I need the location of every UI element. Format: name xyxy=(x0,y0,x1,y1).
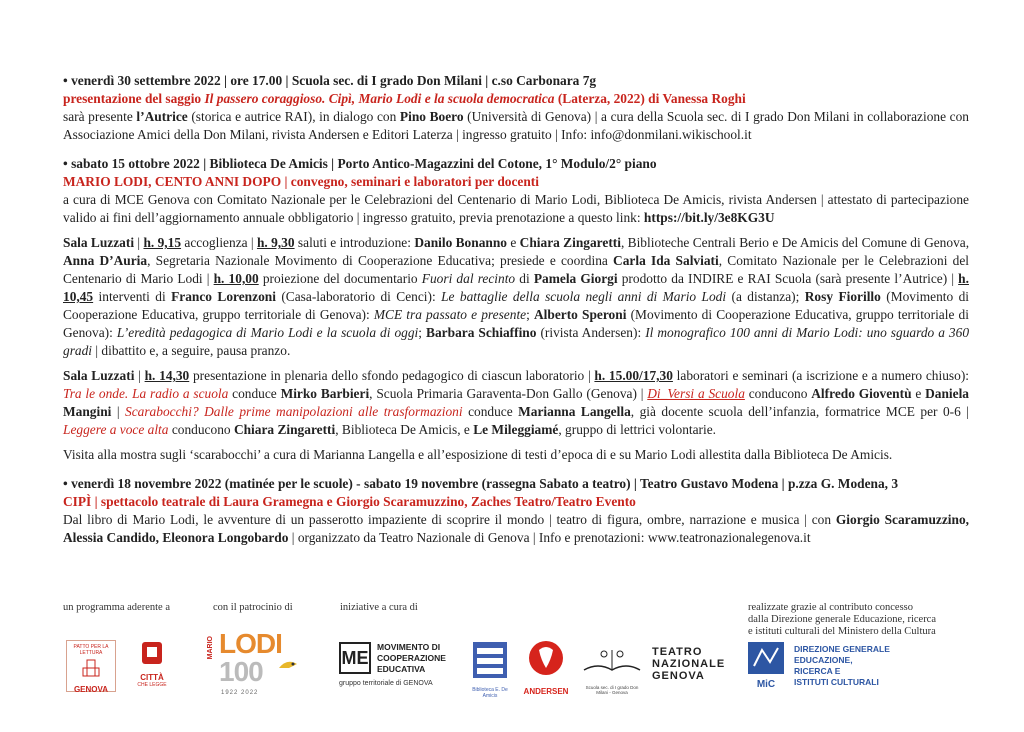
logo-text: MARIO xyxy=(207,636,214,660)
speaker: Rosy Fiorillo xyxy=(804,289,881,304)
workshop-title: Scarabocchi? Dalle prime manipolazioni alle trasformazioni xyxy=(125,404,463,419)
event-3 xyxy=(63,475,969,547)
text: accoglienza | xyxy=(181,235,257,250)
speaker: Anna D’Auria xyxy=(63,253,148,268)
talk-title: Il monografico 100 anni di Mario Lodi: uno sguardo a 360 gradi xyxy=(63,325,970,358)
event-3-date-place: venerdì 18 novembre 2022 (matinée per le scuole) - sabato 19 novembre (rassegna Sabato a teatro) | Teatro Gustavo Modena | p.zza G. Modena, 3 xyxy=(71,476,899,491)
direzione-generale-logo xyxy=(794,644,890,688)
text: | xyxy=(111,404,126,419)
label-program: un programma aderente a xyxy=(63,602,170,613)
event-2 xyxy=(63,155,969,464)
text: , Biblioteche Centrali Berio e De Amicis del Comune di Genova, xyxy=(620,235,970,250)
logo-text: EDUCAZIONE, xyxy=(794,655,853,665)
registration-link[interactable]: https://bit.ly/3e8KG3U xyxy=(643,210,775,225)
exhibition-note: Visita alla mostra sugli ‘scarabocchi’ a cura di Marianna Langella e all’esposizione di testi d’epoca di e su Mario Lodi allestita dalla Biblioteca De Amicis. xyxy=(63,447,893,462)
event-1-description xyxy=(63,108,969,144)
text: conduce xyxy=(228,386,281,401)
event-3-title: CIPÌ | spettacolo teatrale di Laura Gramegna e Giorgio Scaramuzzino, Zaches Teatro/Teatro Evento xyxy=(63,494,636,509)
event-2-description xyxy=(63,191,969,227)
label-funded xyxy=(748,602,936,638)
text: (Movimento di Cooperazione Educativa, gruppo territoriale di Genova): xyxy=(63,307,969,340)
event-2-title: MARIO LODI, CENTO ANNI DOPO | convegno, seminari e laboratori per docenti xyxy=(63,174,539,189)
logo-text: Biblioteca E. De Amicis xyxy=(472,687,508,699)
speaker: Pamela Giorgi xyxy=(533,271,618,286)
event-2-header: • sabato 15 ottobre 2022 | Biblioteca De Amicis | Porto Antico-Magazzini del Cotone, 1° Modulo/2° piano xyxy=(63,156,657,171)
talk-title: L’eredità pedagogica di Mario Lodi e la scuola di oggi xyxy=(116,325,419,340)
text: (storica e autrice RAI), in dialogo con xyxy=(187,109,400,124)
text: (Movimento di Cooperazione Educativa, gruppo territoriale di Genova): xyxy=(63,289,970,322)
text: ; xyxy=(526,307,534,322)
event-3-description xyxy=(63,511,969,547)
bullet: • xyxy=(63,73,68,88)
book-title: Il passero coraggioso. Cipì, Mario Lodi e la scuola democratica xyxy=(204,91,555,106)
footer-logos xyxy=(0,598,1024,732)
text: a cura di MCE Genova con Comitato Nazionale per le Celebrazioni del Centenario di Mario Lodi, Biblioteca De Amicis, rivista Andersen | attestato di partecipazione valido ai fini dell’aggiornamento annuale obbligatorio | ingresso gratuito, previa prenotazione a questo link: xyxy=(63,192,969,225)
event-2-place: Biblioteca De Amicis xyxy=(209,156,328,171)
text: presentazione in plenaria dello sfondo pedagogico di ciascun laboratorio | xyxy=(189,368,595,383)
mce-mark-icon: ME xyxy=(339,642,371,674)
speaker: Chiara Zingaretti xyxy=(233,422,336,437)
text: , già docente scuola dell’infanzia, formatrice MCE per 0-6 | xyxy=(630,404,969,419)
speaker: Daniela Mangini xyxy=(63,386,970,419)
film-title: Fuori dal recinto xyxy=(421,271,516,286)
text: Dal libro di Mario Lodi, le avventure di un passerotto impaziente di scoprire il mondo | teatro di figura, ombre, narrazione e musica | con xyxy=(63,512,836,527)
time: h. 14,30 xyxy=(144,368,190,383)
citta-che-legge-logo xyxy=(132,640,172,690)
author: l’Autrice xyxy=(136,109,188,124)
talk-title: MCE tra passato e presente xyxy=(373,307,527,322)
event-1-place: Scuola sec. di I grado Don Milani xyxy=(291,73,482,88)
text: , gruppo di lettrici volontarie. xyxy=(558,422,717,437)
time: h. 10,45 xyxy=(63,271,969,304)
title: MARIO LODI, CENTO ANNI DOPO xyxy=(63,174,282,189)
event-1-title xyxy=(63,90,969,108)
event-1-header: • venerdì 30 settembre 2022 | ore 17.00 | Scuola sec. di I grado Don Milani | c.so Carbonara 7g xyxy=(63,73,597,88)
event-2-morning: Sala Luzzati | h. 9,15 accoglienza | h. 9,30 saluti e introduzione: Danilo Bonanno e Chiara Zingaretti, Biblioteche Centrali Berio e De Amicis del Comune di Genova, Anna D’Auria, Segretaria Nazionale Movimento di Cooperazione Educativa; presiede e coordina Carla Ida Salviati, Comitato Nazionale per le Celebrazioni del Centenario di Mario Lodi | h. 10,00 proiezione del documentario Fuori dal recinto di Pamela Giorgi prodotto da INDIRE e RAI Scuola (sarà presente l’Autrice) | h. 10,45 interventi di Franco Lorenzoni (Casa-laboratorio di Cenci): Le battaglie della scuola negli anni di Mario Lodi (a distanza); Rosy Fiorillo (Movimento di Cooperazione Educativa, gruppo territoriale di Genova): MCE tra passato e presente; Alberto Speroni (Movimento di Cooperazione Educativa, gruppo territoriale di Genova): L’eredità pedagogica di Mario Lodi e la scuola di oggi; Barbara Schiaffino (rivista Andersen): Il monografico 100 anni di Mario Lodi: uno sguardo a 360 gradi | dibattito e, a seguire, pausa pranzo. xyxy=(63,235,970,358)
bird-icon xyxy=(277,658,299,676)
text: proiezione del documentario xyxy=(258,271,422,286)
logo-text: RICERCA E xyxy=(794,666,841,676)
text: (Università di Genova) | a cura della Scuola sec. di I grado Don Milani in collaborazione con Associazione Amici della Don Milani, rivista Andersen e Editori Laterza | ingresso gratuito | Info: info@donmilani.wikischool.it xyxy=(63,109,969,142)
event-1-time: ore 17.00 xyxy=(230,73,283,88)
label-line: realizzate grazie al contributo concesso xyxy=(748,602,913,613)
mic-logo xyxy=(748,642,784,692)
text: | organizzato da Teatro Nazionale di Genova | Info e prenotazioni: www.teatronazionalegenova.it xyxy=(288,530,811,545)
mic-emblem-icon xyxy=(748,642,784,674)
logo-text: GENOVA xyxy=(652,670,705,682)
room: Sala Luzzati xyxy=(63,368,135,383)
event-2-address: Porto Antico-Magazzini del Cotone, 1° Modulo/2° piano xyxy=(337,156,657,171)
logo-text: 1922 2022 xyxy=(221,690,259,696)
speaker: Le Mileggiamé xyxy=(473,422,559,437)
logo-text: PATTO PER LA LETTURA xyxy=(73,644,109,656)
text: interventi di xyxy=(93,289,172,304)
teatro-nazionale-genova-logo xyxy=(652,646,726,686)
bullet: • xyxy=(63,156,68,171)
speaker: Danilo Bonanno xyxy=(414,235,507,250)
logo-text: MiC xyxy=(756,679,776,690)
talk-title: Le battaglie della scuola negli anni di Mario Lodi xyxy=(441,289,727,304)
workshop-title: Tra le onde. La radio a scuola xyxy=(63,386,229,401)
speaker: Chiara Zingaretti xyxy=(519,235,621,250)
text: conducono xyxy=(168,422,234,437)
logo-text: 100 xyxy=(219,656,263,687)
subtitle: convegno, seminari e laboratori per docenti xyxy=(290,174,539,189)
label-line: dalla Direzione generale Educazione, ricerca xyxy=(748,614,937,625)
city-book-icon xyxy=(132,640,172,668)
logo-text: EDUCATIVA xyxy=(377,664,426,674)
time: h. 9,15 xyxy=(143,235,182,250)
title-prefix: presentazione del saggio xyxy=(63,91,205,106)
bullet: • xyxy=(63,476,68,491)
speaker: Alfredo Gioventù xyxy=(811,386,912,401)
cast: Giorgio Scaramuzzino, Alessia Candido, Eleonora Longobardo xyxy=(63,512,969,545)
speaker: Franco Lorenzoni xyxy=(171,289,276,304)
text: , Scuola Primaria Garaventa-Don Gallo (Genova) | xyxy=(369,386,648,401)
text: conducono xyxy=(744,386,812,401)
event-1-address: c.so Carbonara 7g xyxy=(491,73,597,88)
logo-text: DIREZIONE GENERALE xyxy=(794,644,890,654)
tower-icon xyxy=(67,656,115,680)
logo-text: GENOVA xyxy=(73,685,109,694)
speaker: Marianna Langella xyxy=(518,404,631,419)
andersen-face-icon xyxy=(521,638,571,682)
workshop-title: Di_Versi a Scuola xyxy=(647,386,745,401)
scuola-don-milani-logo xyxy=(580,640,644,695)
text: , Segretaria Nazionale Movimento di Cooperazione Educativa; presiede e coordina xyxy=(147,253,614,268)
speaker: Carla Ida Salviati xyxy=(613,253,719,268)
logo-text: NAZIONALE xyxy=(652,658,726,670)
logo-text: CITTÀ xyxy=(140,673,164,682)
text: (rivista Andersen): xyxy=(536,325,646,340)
logo-text: LODI xyxy=(219,628,282,659)
speaker: Barbara Schiaffino xyxy=(426,325,537,340)
room: Sala Luzzati xyxy=(63,235,135,250)
logo-text: MOVIMENTO DI xyxy=(377,642,441,652)
text: (a distanza); xyxy=(726,289,805,304)
text: di xyxy=(515,271,534,286)
text: , Comitato Nazionale per le Celebrazioni del Centenario di Mario Lodi | xyxy=(63,253,969,286)
program-content xyxy=(63,72,969,558)
text: | dibattito e, a seguire, pausa pranzo. xyxy=(92,343,291,358)
workshop-title: Leggere a voce alta xyxy=(63,422,169,437)
text: , Biblioteca De Amicis, e xyxy=(335,422,474,437)
text: sarà presente xyxy=(63,109,137,124)
label-organized: iniziative a cura di xyxy=(340,602,418,613)
event-1-date: venerdì 30 settembre 2022 xyxy=(71,73,221,88)
time: h. 10,00 xyxy=(213,271,259,286)
event-2-date: sabato 15 ottobre 2022 xyxy=(71,156,200,171)
mce-logo xyxy=(339,642,459,694)
text: e xyxy=(911,386,926,401)
speaker: Pino Boero xyxy=(399,109,464,124)
text: prodotto da INDIRE e RAI Scuola (sarà presente l’Autrice) | xyxy=(617,271,959,286)
logo-text: Scuola sec. di I grado Don Milani - Genova xyxy=(585,685,639,695)
speaker: Mirko Barbieri xyxy=(280,386,370,401)
time: h. 15.00/17,30 xyxy=(594,368,673,383)
text: conduce xyxy=(462,404,519,419)
mario-lodi-100-logo xyxy=(207,628,302,700)
text: e xyxy=(507,235,520,250)
event-2-afternoon: Sala Luzzati | h. 14,30 presentazione in plenaria dello sfondo pedagogico di ciascun laboratorio | h. 15.00/17,30 laboratori e seminari (a iscrizione e a numero chiuso): Tra le onde. La radio a scuola conduce Mirko Barbieri, Scuola Primaria Garaventa-Don Gallo (Genova) | Di_Versi a Scuola conducono Alfredo Gioventù e Daniela Mangini | Scarabocchi? Dalle prime manipolazioni alle trasformazioni conduce Marianna Langella, già docente scuola dell’infanzia, formatrice MCE per 0-6 | Leggere a voce alta conducono Chiara Zingaretti, Biblioteca De Amicis, e Le Mileggiamé, gruppo di lettrici volontarie. xyxy=(63,368,970,437)
text: (Casa-laboratorio di Cenci): xyxy=(275,289,442,304)
logo-text: COOPERAZIONE xyxy=(377,653,446,663)
logo-text: TEATRO xyxy=(652,646,703,658)
open-book-icon xyxy=(580,640,644,680)
label-patronage: con il patrocinio di xyxy=(213,602,293,613)
label-line: e istituti culturali del Ministero della Cultura xyxy=(748,626,936,637)
event-1 xyxy=(63,72,969,144)
andersen-logo xyxy=(521,638,571,694)
logo-text: gruppo territoriale di GENOVA xyxy=(339,680,433,687)
text: laboratori e seminari (a iscrizione e a numero chiuso): xyxy=(672,368,970,383)
text: ; xyxy=(418,325,427,340)
biblioteca-de-amicis-logo xyxy=(467,638,513,699)
event-3-header xyxy=(63,475,969,493)
text: saluti e introduzione: xyxy=(294,235,415,250)
logo-text: CHE LEGGE xyxy=(137,682,167,688)
logo-text: ANDERSEN xyxy=(523,687,569,696)
speaker: Alberto Speroni xyxy=(533,307,627,322)
patto-lettura-logo xyxy=(66,640,116,692)
title-suffix: (Laterza, 2022) di Vanessa Roghi xyxy=(554,91,746,106)
logo-text: ISTITUTI CULTURALI xyxy=(794,677,879,687)
library-icon xyxy=(467,638,513,682)
time: h. 9,30 xyxy=(256,235,295,250)
